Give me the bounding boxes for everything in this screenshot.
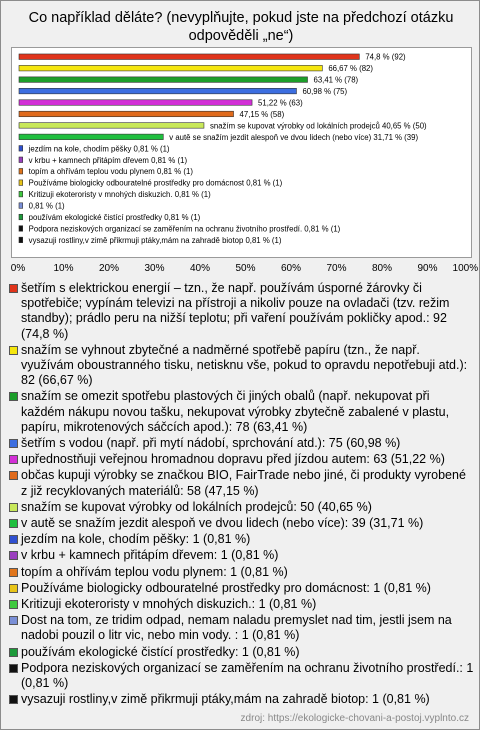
legend-item [9, 565, 475, 580]
legend-text: snažím se vyhnout zbytečné a nadměrné spotřebě papíru (tzn., že např. využívám oboustranného tisku, netisknu vše, pokud to opravdu nepotřebuji atd.): 82 (66,67 %) [21, 342, 468, 388]
legend-swatch [9, 519, 18, 528]
x-axis [1, 263, 480, 277]
x-tick-label: 0% [10, 263, 26, 274]
bar-label-4: 60,98 % (75) [302, 87, 348, 97]
bar-label-14: 0,81 % (1) [28, 201, 65, 211]
legend-item [9, 613, 475, 643]
x-tick-label: 80% [371, 263, 393, 274]
legend-text: snažím se kupovat výrobky od lokálních prodejců: 50 (40,65 %) [21, 499, 372, 514]
bar-label-17: vysazuji rostliny,v zimě přikrmuji ptáky,mám na zahradě biotop 0,81 % (1) [28, 235, 282, 245]
bar-9 [19, 146, 23, 152]
bar-label-13: Kritizuji ekoteroristy v mnohých diskuzich. 0,81 % (1) [28, 190, 211, 200]
legend-item [9, 597, 475, 612]
legend-swatch [9, 584, 18, 593]
legend-swatch [9, 600, 18, 609]
bar-2 [19, 65, 322, 71]
legend-text: v krbu + kamnech přitápím dřevem: 1 (0,81 %) [21, 548, 279, 563]
bar-15 [19, 214, 23, 220]
legend-text: Dost na tom, ze tridim odpad, nemam naladu premyslet nad tim, jestli jsem na nadobi pouzil o litr vic, nebo min vody. : 1 (0,81 %) [21, 613, 452, 643]
legend-swatch [9, 664, 18, 673]
legend-item [9, 548, 475, 563]
legend-item [9, 281, 475, 342]
legend-swatch [9, 648, 18, 657]
legend-swatch [9, 455, 18, 464]
x-tick-label: 100% [452, 263, 479, 274]
legend-swatch [9, 535, 18, 544]
bar-6 [19, 111, 234, 117]
bar-label-5: 51,22 % (63) [258, 98, 303, 108]
bar-label-9: jezdím na kole, chodím pěšky 0,81 % (1) [28, 144, 170, 154]
legend-text: šetřím s elektrickou energií – tzn., že např. používám úsporné žárovky či spotřebiče; vypínám televizi na přístroji a nikoliv pouze na ovladači (tzv. režim standby); prádlo peru na nižší teplotu; při vaření používám pokličky apod.: 92 (74,8 %) [21, 281, 450, 341]
x-tick-label: 20% [98, 263, 120, 274]
legend-text: občas kupuji výrobky se značkou BIO, FairTrade nebo jiné, či produkty vyrobené z již recyklovaných materiálů: 58 (47,15 %) [21, 468, 466, 498]
legend-swatch [9, 471, 18, 480]
legend-text: Používáme biologicky odbouratelné prostředky pro domácnost: 1 (0,81 %) [21, 580, 431, 595]
legend-item [9, 516, 475, 531]
bar-8 [19, 134, 163, 140]
legend-swatch [9, 695, 18, 704]
legend-item [9, 468, 475, 498]
bar-1 [19, 54, 359, 60]
chart-title: Co například děláte? (nevyplňujte, pokud jste na předchozí otázku odpověděli „ne“) [28, 10, 454, 44]
legend-item [9, 343, 475, 389]
legend-item [9, 645, 475, 660]
legend-swatch [9, 503, 18, 512]
bar-14 [19, 203, 23, 209]
legend-swatch [9, 551, 18, 560]
bar-label-2: 66,67 % (82) [328, 64, 374, 74]
legend-item [9, 661, 475, 691]
bar-7 [19, 123, 204, 129]
legend-item [9, 692, 475, 707]
plot-area [11, 47, 472, 258]
x-tick-label: 90% [417, 263, 438, 274]
legend-text: jezdím na kole, chodím pěšky: 1 (0,81 %) [21, 532, 251, 547]
legend-text: Kritizuji ekoteroristy v mnohých diskuzich.: 1 (0,81 %) [21, 597, 317, 612]
bar-label-8: v autě se snažím jezdit alespoň ve dvou lidech (nebo více) 31,71 % (39) [169, 132, 419, 142]
bar-3 [19, 77, 308, 83]
x-tick-label: 50% [235, 263, 256, 274]
bar-label-6: 47,15 % (58) [239, 109, 285, 119]
legend-item [9, 500, 475, 515]
legend-swatch [9, 439, 18, 448]
legend-item [9, 532, 475, 547]
x-tick-label: 30% [144, 263, 165, 274]
legend-text: upřednostňuji veřejnou hromadnou dopravu před jízdou autem: 63 (51,22 %) [21, 452, 445, 467]
bars-svg [12, 48, 471, 257]
source-credit: zdroj: https://ekologicke-chovani-a-postoj.vyplnto.cz [240, 713, 469, 724]
x-tick-label: 60% [280, 263, 302, 274]
legend-text: snažím se omezit spotřebu plastových či jiných obalů (např. nekupovat při každém nákupu novou tašku, nekupovat výrobky zbytečně zabalené v plastu, papíru, mikrotenových sáčcích apod.): 78 (63,41 %) [21, 389, 450, 434]
legend-text: topím a ohřívám teplou vodu plynem: 1 (0,81 %) [21, 564, 288, 579]
bar-13 [19, 191, 23, 197]
x-tick-label: 40% [189, 263, 211, 274]
legend-swatch [9, 284, 18, 293]
bar-label-11: topím a ohřívám teplou vodu plynem 0,81 % (1) [28, 167, 193, 177]
bar-4 [19, 88, 296, 94]
legend-item [9, 436, 475, 451]
legend-item [9, 581, 475, 596]
legend-swatch [9, 568, 18, 577]
bar-label-3: 63,41 % (78) [313, 75, 359, 85]
bar-16 [19, 226, 23, 232]
bar-label-7: snažím se kupovat výrobky od lokálních prodejců 40,65 % (50) [209, 121, 427, 131]
bar-12 [19, 180, 23, 186]
legend-item [9, 389, 475, 435]
legend-swatch [9, 392, 18, 401]
legend-item [9, 452, 475, 467]
legend-text: Podpora neziskových organizací se zaměřením na ochranu životního prostředí.: 1 (0,81 %) [21, 660, 474, 691]
bar-11 [19, 168, 23, 174]
legend-text: v autě se snažím jezdit alespoň ve dvou lidech (nebo více): 39 (31,71 %) [21, 516, 424, 531]
bar-label-1: 74,8 % (92) [365, 52, 406, 62]
legend-swatch [9, 346, 18, 355]
bar-5 [19, 100, 252, 106]
legend [9, 281, 475, 708]
bar-label-10: v krbu + kamnech přitápím dřevem 0,81 % (1) [28, 155, 188, 165]
bar-label-15: používám ekologické čistící prostředky 0,81 % (1) [28, 213, 201, 223]
bar-10 [19, 157, 23, 163]
legend-text: šetřím s vodou (např. při mytí nádobí, sprchování atd.): 75 (60,98 %) [21, 436, 401, 451]
bar-17 [19, 237, 23, 243]
bar-label-16: Podpora neziskových organizací se zaměřením na ochranu životního prostředí. 0,81 % (1) [28, 224, 341, 234]
legend-swatch [9, 616, 18, 625]
x-tick-label: 10% [53, 263, 74, 274]
x-tick-label: 70% [326, 263, 347, 274]
legend-text: vysazuji rostliny,v zimě přikrmuji ptáky,mám na zahradě biotop: 1 (0,81 %) [21, 692, 430, 707]
bar-label-12: Používáme biologicky odbouratelné prostředky pro domácnost 0,81 % (1) [28, 178, 283, 188]
legend-text: používám ekologické čistící prostředky: 1 (0,81 %) [21, 644, 300, 659]
